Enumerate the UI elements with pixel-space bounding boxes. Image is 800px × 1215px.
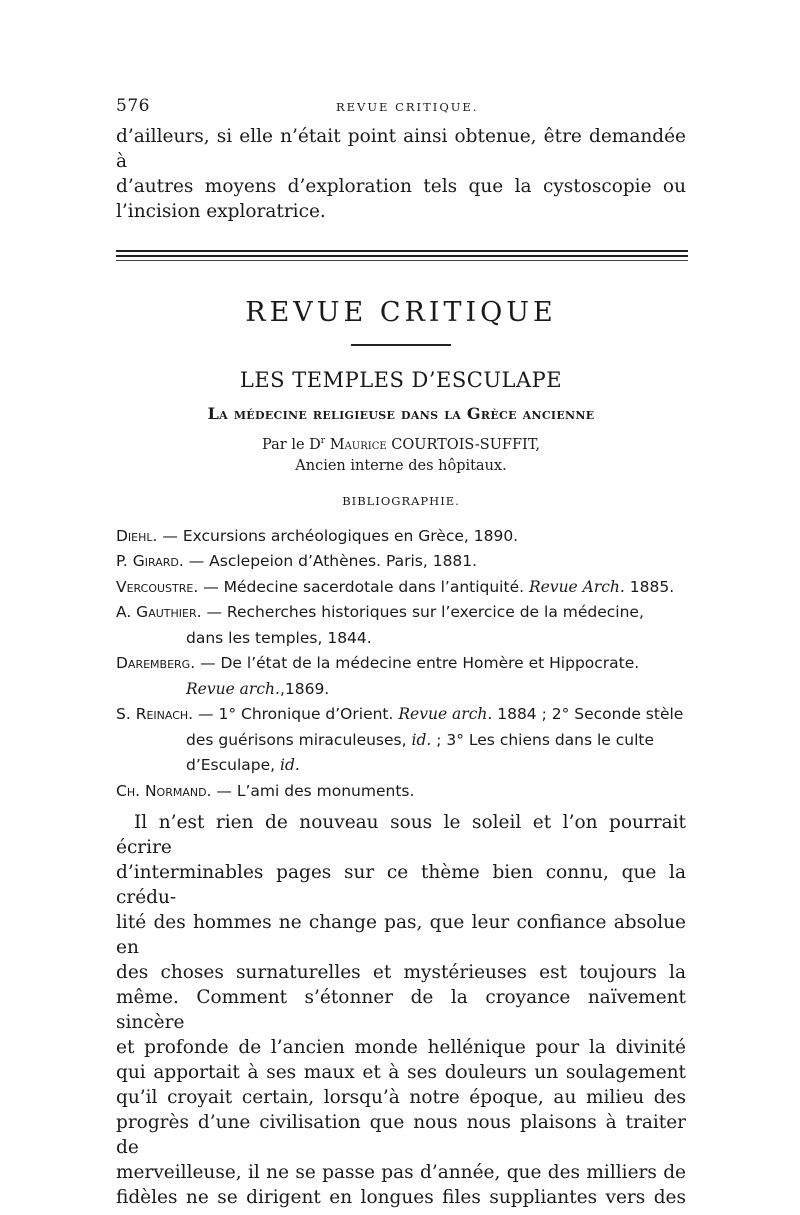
text-line: même. Comment s’étonner de la croyance naïvement sincère: [116, 987, 686, 1034]
bib-text: ; 3° Les chiens dans le culte d’Esculape,: [186, 730, 655, 775]
text-line: l’incision exploratrice.: [116, 201, 326, 222]
bib-text: 1885.: [624, 577, 675, 596]
bib-author: A. Gauthier.: [116, 603, 202, 622]
book-page: [116, 96, 686, 1210]
section-divider: [116, 250, 688, 257]
bib-entry: [116, 779, 686, 805]
bib-journal: Revue arch.: [186, 679, 280, 698]
bib-text: — Médecine sacerdotale dans l’antiquité.: [198, 577, 529, 596]
running-head: [116, 96, 686, 122]
byline-prefix: Par le D: [262, 436, 321, 453]
body-paragraph: [116, 810, 686, 1210]
bib-ibid: id.: [280, 756, 300, 775]
text-line: qu’il croyait certain, lorsqu’à notre époque, au milieu des: [116, 1087, 686, 1109]
text-line: d’autres moyens d’exploration tels que la cystoscopie ou: [116, 176, 686, 197]
bib-entry: [116, 651, 686, 702]
title-ornament-rule: [351, 344, 451, 346]
page-number: 576: [116, 96, 150, 116]
byline-sup: r: [320, 436, 326, 446]
running-title: REVUE CRITIQUE.: [336, 100, 479, 114]
bib-text: — Asclepeion d’Athènes. Paris, 1881.: [183, 552, 478, 571]
author-first-name: Maurice: [329, 436, 387, 453]
text-line: et profonde de l’ancien monde hellénique pour la divinité: [116, 1037, 686, 1059]
bib-entry: [116, 575, 686, 601]
section-title: REVUE CRITIQUE: [245, 297, 557, 328]
bib-entry: [116, 549, 686, 575]
author-role: Ancien interne des hôpitaux.: [295, 457, 507, 474]
bib-journal: Revue Arch.: [528, 577, 625, 596]
text-line: merveilleuse, il ne se passe pas d’année, que des milliers de: [116, 1162, 686, 1184]
text-line: fidèles ne se dirigent en longues files suppliantes vers des: [116, 1187, 686, 1209]
continuation-paragraph: [116, 124, 686, 224]
bib-ibid: id.: [411, 730, 432, 749]
bib-text: — De l’état de la médecine entre Homère et Hippocrate.: [195, 654, 640, 673]
bib-text: ,1869.: [279, 679, 330, 698]
author-line: [116, 431, 686, 456]
bib-text: — L’ami des monuments.: [211, 781, 415, 800]
byline: [116, 431, 686, 477]
text-line: des choses surnaturelles et mystérieuses est toujours la: [116, 962, 686, 984]
bibliography-heading: BIBLIOGRAPHIE.: [342, 493, 460, 508]
bib-entry: [116, 702, 686, 779]
bib-author: Diehl.: [116, 526, 158, 545]
bib-author: Ch. Normand.: [116, 781, 212, 800]
article-subtitle: La médecine religieuse dans la Grèce ancienne: [207, 404, 595, 423]
bib-author: P. Girard.: [116, 552, 184, 571]
text-line: progrès d’une civilisation que nous nous plaisons à traiter de: [116, 1112, 686, 1159]
section-divider-thin: [116, 260, 688, 261]
text-line: Il n’est rien de nouveau sous le soleil et l’on pourrait écrire: [116, 812, 686, 859]
bib-journal: Revue arch.: [398, 705, 493, 724]
bibliography-list: [116, 524, 686, 805]
bib-text: 1884 ; 2° Seconde stèle des guérisons miraculeuses,: [186, 705, 684, 749]
bib-text: — 1° Chronique d’Orient.: [193, 705, 399, 724]
bib-entry: [116, 600, 686, 651]
text-line: lité des hommes ne change pas, que leur confiance absolue en: [116, 912, 686, 959]
text-line: qui apportait à ses maux et à ses douleurs un soulagement: [116, 1062, 686, 1084]
bib-author: Daremberg.: [116, 654, 196, 673]
bib-author: S. Reinach.: [116, 705, 194, 724]
text-line: d’interminables pages sur ce thème bien connu, que la crédu-: [116, 862, 686, 909]
article-title: LES TEMPLES D’ESCULAPE: [239, 368, 563, 392]
author-last-name: COURTOIS-SUFFIT,: [391, 436, 540, 453]
bib-text: — Excursions archéologiques en Grèce, 1890.: [157, 526, 519, 545]
bib-entry: [116, 524, 686, 550]
bib-author: Vercoustre.: [116, 577, 199, 596]
bib-text: — Recherches historiques sur l’exercice de la médecine, dans les temples, 1844.: [186, 603, 644, 647]
text-line: d’ailleurs, si elle n’était point ainsi obtenue, être demandée à: [116, 126, 686, 172]
